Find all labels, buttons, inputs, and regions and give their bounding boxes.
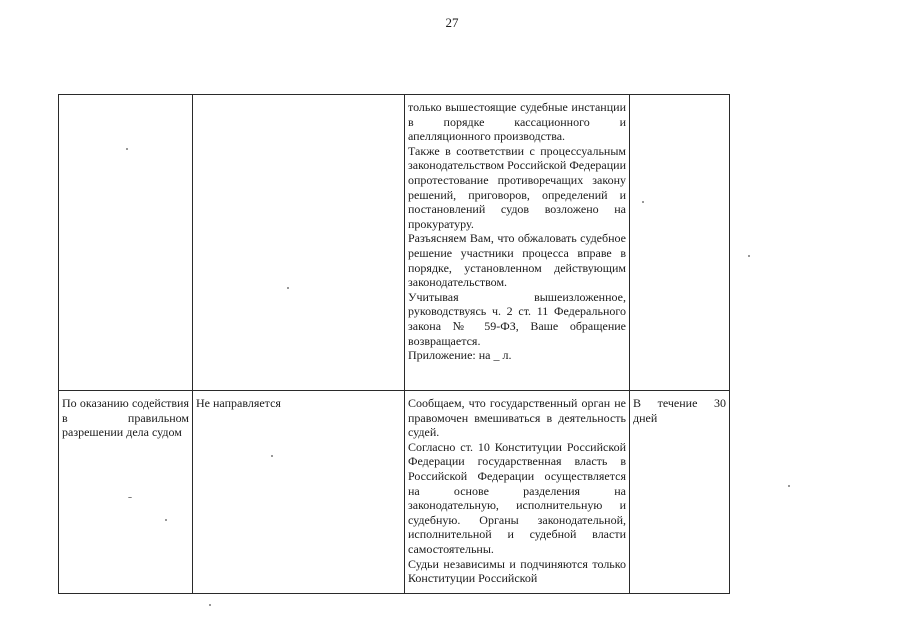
row2-col3-paragraph: Сообщаем, что государственный орган не правомочен вмешиваться в деятельность судей. [408, 396, 626, 440]
table-border-left [58, 94, 59, 594]
scan-speck [287, 287, 289, 289]
page-number: 27 [445, 15, 459, 30]
column-divider-1 [192, 94, 193, 594]
row2-col3-cell [408, 396, 626, 592]
scan-speck [128, 497, 132, 498]
scan-speck [642, 201, 644, 203]
scan-speck [271, 455, 273, 457]
row2-col4-text: В течение 30 дней [633, 396, 726, 425]
row1-col3-paragraph: Также в соответствии с процессуальным законодательством Российской Федерации опротестование противоречащих закону решений, приговоров, определений и постановлений судов возложено на прокуратуру. [408, 143, 626, 231]
scan-speck [788, 485, 790, 487]
row1-col3-paragraph: только вышестоящие судебные инстанции в порядке кассационного и апелляционного производства. [408, 100, 626, 144]
row1-col3-paragraph: Приложение: на _ л. [408, 348, 512, 363]
scan-speck [165, 519, 167, 521]
scan-speck [748, 255, 750, 257]
row2-col3-paragraph: Согласно ст. 10 Конституции Российской Федерации государственная власть в Российской Федерации осуществляется на основе разделения на законодательную, исполнительную и судебную. Органы законодательной, исполнительной и судебной власти самостоятельны. [408, 439, 626, 556]
row2-col2-cell [196, 396, 401, 411]
row2-col1-cell [62, 396, 189, 440]
row2-col1-text: По оказанию содействия в правильном разрешении дела судом [62, 396, 189, 440]
scan-speck [209, 604, 211, 606]
row2-col2-text: Не направляется [196, 396, 281, 410]
column-divider-2 [404, 94, 405, 594]
table-border-right [729, 94, 730, 594]
row2-col3-paragraph: Судьи независимы и подчиняются только Конституции Российской [408, 556, 626, 586]
scan-speck [126, 148, 128, 150]
row1-col3-paragraph: Разъясняем Вам, что обжаловать судебное решение участники процесса вправе в порядке, установленном действующим законодательством. [408, 231, 626, 290]
row1-col3-paragraph: Учитывая вышеизложенное, руководствуясь ч. 2 ст. 11 Федерального закона № 59-ФЗ, Ваше обращение возвращается. [408, 289, 626, 348]
row1-col3-cell [408, 100, 626, 363]
column-divider-3 [629, 94, 630, 594]
row2-col4-cell [633, 396, 726, 425]
